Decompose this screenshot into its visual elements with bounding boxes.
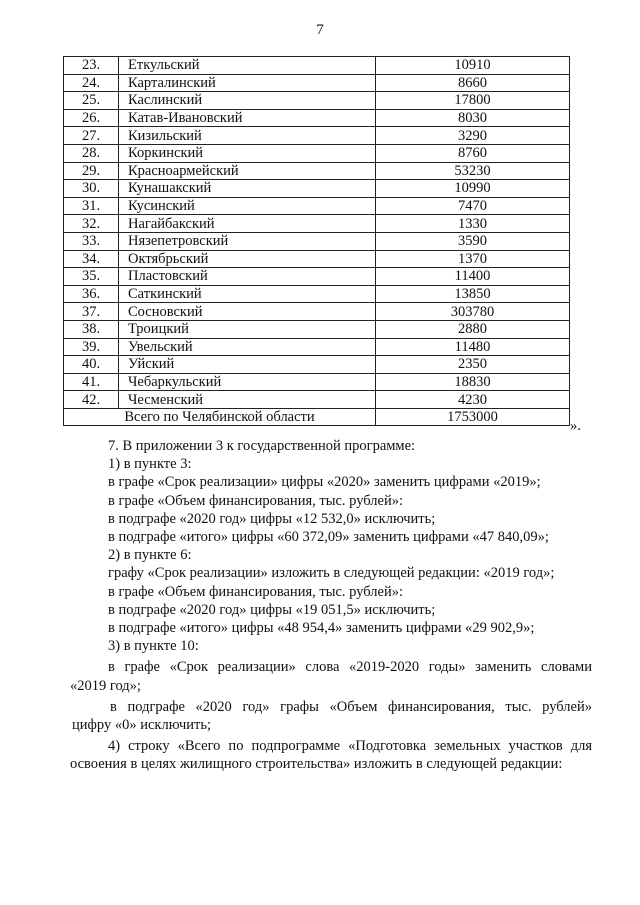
item-2: 2) в пункте 6: (108, 547, 192, 564)
table-row (64, 74, 570, 92)
district-value: 7470 (376, 197, 570, 215)
district-name: Красноармейский (119, 162, 376, 180)
row-number: 32. (64, 215, 119, 233)
district-value: 10910 (376, 57, 570, 75)
row-number: 27. (64, 127, 119, 145)
row-number: 36. (64, 285, 119, 303)
paragraph-7: 7. В приложении 3 к государственной программе: (108, 438, 416, 454)
district-name: Катав-Ивановский (119, 109, 376, 127)
text-line: в подграфе «итого» цифры «60 372,09» заменить цифрами «47 840,09»; (108, 529, 549, 546)
row-number: 42. (64, 391, 119, 409)
table-row (64, 285, 570, 303)
district-name: Кизильский (119, 127, 376, 145)
row-number: 29. (64, 162, 119, 180)
table-row (64, 250, 570, 268)
closing-quote: ». (570, 418, 581, 434)
text-line: в подграфе «2020 год» цифры «12 532,0» исключить; (108, 510, 436, 527)
district-value: 53230 (376, 162, 570, 180)
row-number: 30. (64, 180, 119, 198)
district-name: Нязепетровский (119, 232, 376, 250)
district-value: 8660 (376, 74, 570, 92)
district-name: Пластовский (119, 268, 376, 286)
row-number: 40. (64, 356, 119, 374)
row-number: 33. (64, 232, 119, 250)
table-row (64, 373, 570, 391)
table-row (64, 197, 570, 215)
row-number: 41. (64, 373, 119, 391)
table-row (64, 144, 570, 162)
table-row (64, 268, 570, 286)
row-number: 31. (64, 197, 119, 215)
district-value: 18830 (376, 373, 570, 391)
table-row (64, 57, 570, 75)
district-value: 11480 (376, 338, 570, 356)
page-number: 7 (316, 22, 324, 38)
district-value: 2350 (376, 356, 570, 374)
district-value: 3590 (376, 232, 570, 250)
text-line: в подграфе «2020 год» цифры «19 051,5» исключить; (108, 601, 436, 618)
table-row (64, 356, 570, 374)
row-number: 39. (64, 338, 119, 356)
district-name: Троицкий (119, 320, 376, 338)
district-value: 11400 (376, 268, 570, 286)
table-row (64, 303, 570, 321)
text-line: в графе «Объем финансирования, тыс. рублей»: (108, 583, 403, 600)
row-number: 38. (64, 320, 119, 338)
district-name: Кунашакский (119, 180, 376, 198)
district-name: Коркинский (119, 144, 376, 162)
item-1: 1) в пункте 3: (108, 456, 192, 473)
district-value: 3290 (376, 127, 570, 145)
row-number: 23. (64, 57, 119, 75)
district-value: 8760 (376, 144, 570, 162)
text-line: в подграфе «итого» цифры «48 954,4» заменить цифрами «29 902,9»; (108, 620, 535, 637)
district-value: 10990 (376, 180, 570, 198)
district-name: Карталинский (119, 74, 376, 92)
amendment-text (70, 437, 592, 774)
row-number: 25. (64, 92, 119, 110)
district-name: Нагайбакский (119, 215, 376, 233)
text-line: освоения в целях жилищного строительства» изложить в следующей редакции: (70, 756, 563, 773)
table-row (64, 232, 570, 250)
text-line: «2019 год»; (70, 677, 141, 694)
district-name: Сосновский (119, 303, 376, 321)
district-value: 2880 (376, 320, 570, 338)
district-value: 1370 (376, 250, 570, 268)
district-value: 8030 (376, 109, 570, 127)
total-value: 1753000 (376, 408, 570, 426)
total-row (64, 408, 570, 426)
district-value: 4230 (376, 391, 570, 409)
text-line: цифру «0» исключить; (72, 717, 212, 734)
district-name: Саткинский (119, 285, 376, 303)
row-number: 24. (64, 74, 119, 92)
table-row (64, 92, 570, 110)
row-number: 28. (64, 144, 119, 162)
total-label: Всего по Челябинской области (64, 408, 376, 426)
row-number: 26. (64, 109, 119, 127)
table-row (64, 162, 570, 180)
district-name: Еткульский (119, 57, 376, 75)
district-name: Уйский (119, 356, 376, 374)
table-row (64, 180, 570, 198)
table-row (64, 391, 570, 409)
text-line: в графе «Срок реализации» слова «2019-2020 годы» заменить словами (108, 659, 592, 676)
item-3: 3) в пункте 10: (108, 638, 199, 655)
table-row (64, 127, 570, 145)
district-value: 17800 (376, 92, 570, 110)
table-row (64, 109, 570, 127)
district-name: Увельский (119, 338, 376, 356)
district-name: Кусинский (119, 197, 376, 215)
text-line: графу «Срок реализации» изложить в следующей редакции: «2019 год»; (108, 565, 555, 582)
district-name: Чебаркульский (119, 373, 376, 391)
table-row (64, 320, 570, 338)
district-value: 303780 (376, 303, 570, 321)
row-number: 37. (64, 303, 119, 321)
table-row (64, 215, 570, 233)
row-number: 34. (64, 250, 119, 268)
item-4: 4) строку «Всего по подпрограмме «Подготовка земельных участков для (108, 738, 592, 755)
district-value: 1330 (376, 215, 570, 233)
district-name: Октябрьский (119, 250, 376, 268)
district-name: Каслинский (119, 92, 376, 110)
district-name: Чесменский (119, 391, 376, 409)
text-line: в подграфе «2020 год» графы «Объем финансирования, тыс. рублей» (110, 698, 592, 715)
row-number: 35. (64, 268, 119, 286)
text-line: в графе «Объем финансирования, тыс. рублей»: (108, 492, 403, 509)
text-line: в графе «Срок реализации» цифры «2020» заменить цифрами «2019»; (108, 474, 541, 491)
district-value: 13850 (376, 285, 570, 303)
districts-table (63, 56, 570, 426)
table-row (64, 338, 570, 356)
